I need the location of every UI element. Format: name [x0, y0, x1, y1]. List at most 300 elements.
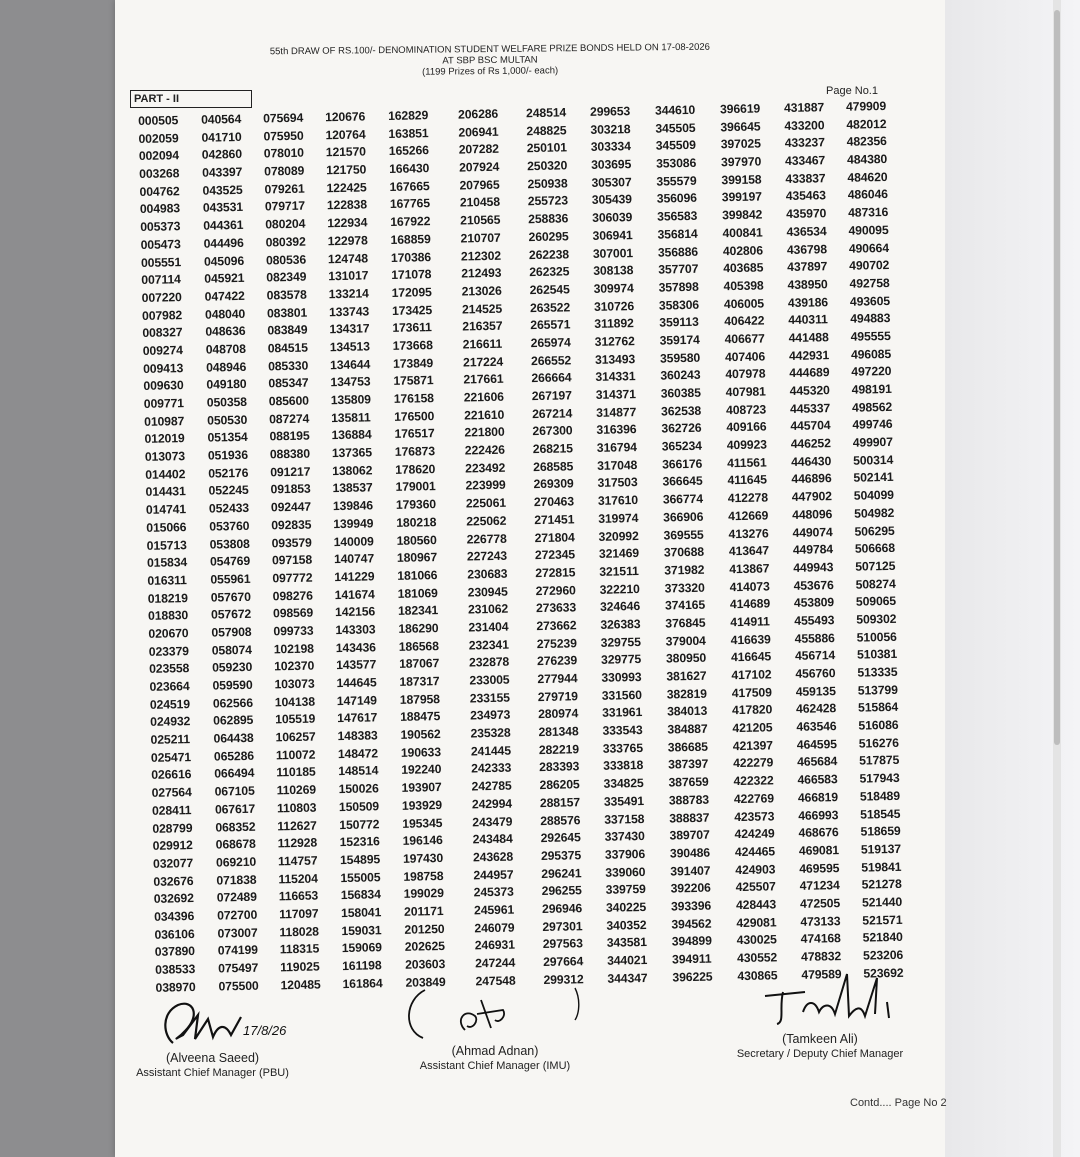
prize-bond-number: 043397 — [202, 164, 243, 180]
prize-bond-number: 009413 — [142, 360, 184, 376]
prize-bond-number: 075497 — [218, 960, 259, 976]
prize-bond-number: 181069 — [397, 585, 438, 601]
prize-bond-number: 462428 — [795, 701, 837, 717]
prize-bond-number: 112627 — [277, 818, 317, 833]
prize-bond-number: 032077 — [152, 855, 194, 871]
prize-bond-number: 057670 — [210, 589, 251, 605]
prize-bond-number: 023664 — [149, 679, 190, 694]
prize-bond-number: 225062 — [466, 513, 507, 529]
prize-bond-number: 040564 — [201, 111, 242, 127]
prize-bond-number: 479589 — [801, 966, 842, 982]
prize-bond-number: 150026 — [338, 781, 379, 797]
prize-bond-number: 087274 — [269, 411, 310, 427]
prize-bond-number: 176500 — [394, 408, 435, 424]
signatory-name: (Tamkeen Ali) — [782, 1032, 858, 1046]
prize-bond-number: 120764 — [325, 127, 366, 142]
prize-bond-number: 479909 — [845, 98, 887, 114]
prize-bond-number: 242785 — [471, 778, 512, 794]
prize-bond-number: 064438 — [213, 730, 254, 746]
prize-bond-number: 521571 — [862, 912, 903, 928]
prize-bond-number: 181066 — [397, 567, 438, 583]
prize-bond-number: 052176 — [208, 465, 249, 481]
prize-bond-number: 221606 — [463, 389, 504, 405]
prize-bond-number: 114757 — [277, 853, 318, 869]
prize-bond-number: 497220 — [851, 364, 892, 380]
prize-bond-number: 397025 — [720, 136, 761, 152]
prize-bond-number: 333543 — [602, 723, 643, 738]
prize-bond-number: 187317 — [399, 674, 440, 689]
prize-bond-number: 212302 — [460, 248, 502, 264]
prize-bond-number: 303695 — [590, 157, 632, 172]
prize-bond-number: 054769 — [209, 554, 251, 569]
prize-bond-number: 176158 — [393, 391, 435, 406]
prize-bond-number: 305439 — [591, 192, 633, 208]
prize-bond-number: 453676 — [793, 577, 834, 593]
prize-bond-number: 121570 — [325, 144, 367, 160]
prize-bond-number: 168859 — [390, 231, 431, 247]
prize-bond-number: 042860 — [201, 147, 243, 163]
prize-bond-number: 216357 — [462, 318, 503, 334]
prize-bond-number: 143436 — [335, 639, 376, 655]
prize-bond-number: 044361 — [203, 218, 244, 233]
prize-bond-number: 492758 — [849, 275, 890, 291]
prize-bond-number: 071838 — [216, 872, 257, 888]
prize-bond-number: 192240 — [401, 762, 442, 778]
prize-bond-number: 004983 — [139, 201, 181, 217]
prize-bond-number: 345505 — [655, 120, 696, 136]
prize-bond-number: 085600 — [268, 393, 310, 409]
prize-bond-number: 135811 — [331, 410, 371, 425]
prize-bond-number: 137365 — [331, 445, 373, 461]
prize-bond-number: 407981 — [725, 384, 766, 400]
prize-bond-number: 176873 — [394, 444, 436, 459]
prize-bond-number: 048946 — [205, 359, 247, 375]
prize-bond-number: 247548 — [475, 973, 516, 989]
prize-bond-number: 366176 — [662, 456, 703, 472]
signature-alveena-saeed — [123, 995, 303, 1051]
prize-bond-number: 275239 — [536, 635, 577, 651]
prize-bond-number: 478832 — [800, 949, 842, 964]
prize-bond-number: 186290 — [398, 621, 439, 636]
prize-bond-number: 269309 — [533, 476, 574, 492]
prize-bond-number: 508274 — [855, 576, 896, 592]
prize-bond-number: 344610 — [654, 102, 696, 118]
prize-bond-number: 119025 — [280, 959, 320, 975]
prize-bond-number: 173668 — [392, 338, 433, 353]
prize-bond-number: 118028 — [279, 924, 320, 939]
part-label: PART - II — [130, 90, 252, 108]
prize-bond-number: 519137 — [860, 841, 902, 857]
prize-bond-number: 248514 — [525, 105, 567, 121]
prize-bond-number: 362726 — [661, 421, 702, 436]
prize-bond-number: 057908 — [211, 624, 252, 640]
prize-bond-number: 360385 — [660, 385, 701, 401]
prize-bond-number: 433237 — [784, 135, 825, 151]
prize-bond-number: 373320 — [664, 580, 705, 596]
prize-bond-number: 136884 — [331, 427, 372, 443]
prize-bond-number: 384887 — [667, 721, 708, 737]
scrollbar-thumb[interactable] — [1054, 10, 1060, 745]
prize-bond-number: 356886 — [657, 244, 699, 260]
prize-bond-number: 075950 — [263, 128, 304, 144]
prize-bond-number: 187958 — [399, 691, 441, 707]
prize-bond-number: 334825 — [603, 776, 644, 791]
prize-bond-number: 262545 — [529, 282, 570, 298]
prize-bond-number: 065286 — [213, 748, 255, 764]
prize-bond-number: 495555 — [850, 328, 891, 344]
prize-bond-number: 472505 — [799, 896, 841, 911]
prize-bond-number: 020670 — [148, 626, 189, 641]
prize-bond-number: 267197 — [531, 388, 572, 404]
prize-bond-number: 417102 — [731, 667, 772, 683]
prize-bond-number: 049180 — [206, 377, 247, 392]
prize-bond-number: 233155 — [469, 690, 511, 706]
prize-bond-number: 288576 — [540, 812, 581, 828]
prize-bond-number: 407406 — [724, 349, 766, 364]
prize-bond-number: 356096 — [656, 191, 698, 207]
prize-bond-number: 283393 — [539, 759, 580, 775]
prize-bond-number: 414911 — [730, 614, 770, 630]
prize-bond-number: 421205 — [732, 720, 773, 736]
prize-bond-number: 175871 — [393, 373, 434, 389]
prize-bond-number: 037890 — [154, 944, 196, 960]
prize-bond-number: 134644 — [329, 357, 371, 372]
prize-bond-number: 358306 — [658, 297, 700, 313]
prize-bond-number: 394911 — [671, 951, 712, 967]
prize-bond-number: 148383 — [337, 728, 378, 744]
prize-bond-number: 453809 — [793, 595, 835, 611]
prize-bond-number: 370688 — [663, 544, 705, 560]
prize-bond-number: 316396 — [596, 422, 637, 438]
prize-bond-number: 431887 — [783, 100, 825, 116]
prize-bond-number: 005473 — [140, 236, 181, 252]
prize-bond-number: 005373 — [140, 219, 181, 235]
prize-bond-number: 139949 — [333, 516, 374, 531]
prize-bond-number: 329755 — [600, 634, 641, 650]
prize-bond-number: 429081 — [736, 914, 777, 930]
prize-bond-number: 515864 — [857, 700, 899, 716]
prize-bond-number: 195345 — [402, 815, 443, 831]
prize-bond-number: 297301 — [542, 918, 583, 934]
prize-bond-number: 203603 — [405, 957, 446, 972]
prize-bond-number: 340352 — [606, 917, 647, 933]
prize-bond-number: 197430 — [402, 850, 444, 866]
prize-bond-number: 115204 — [278, 871, 318, 886]
prize-bond-number: 243484 — [472, 831, 513, 847]
prize-bond-number: 024519 — [149, 696, 191, 712]
prize-bond-number: 138062 — [332, 463, 373, 478]
prize-bond-number: 203849 — [405, 974, 446, 990]
prize-bond-number: 172095 — [391, 285, 432, 300]
prize-bond-number: 303218 — [590, 121, 631, 137]
continued-note: Contd.... Page No 2 — [850, 1097, 947, 1109]
prize-bond-number: 186568 — [398, 638, 439, 654]
prize-bond-number: 013073 — [144, 449, 186, 464]
prize-bond-number: 045096 — [203, 253, 245, 269]
prize-bond-number: 141229 — [334, 569, 375, 585]
prize-bond-number: 214525 — [461, 301, 503, 317]
prize-bond-number: 231062 — [467, 601, 509, 617]
prize-bond-number: 433200 — [784, 117, 825, 133]
prize-bond-number: 408723 — [725, 402, 767, 417]
signature-block-2 — [395, 980, 595, 1072]
page-number: Page No.1 — [826, 85, 878, 97]
prize-bond-number: 394899 — [671, 933, 712, 949]
prize-bond-number: 329775 — [600, 652, 642, 668]
prize-bond-number: 196146 — [402, 833, 443, 849]
prize-bond-number: 365234 — [661, 438, 703, 454]
prize-bond-number: 166430 — [389, 161, 430, 177]
prize-bond-number: 326383 — [600, 616, 641, 632]
prize-bond-number: 282219 — [538, 742, 580, 757]
prize-bond-number: 374165 — [664, 597, 706, 613]
prize-bond-number: 003268 — [139, 166, 180, 182]
prize-bond-number: 066494 — [214, 766, 255, 782]
prize-bond-number: 155005 — [340, 869, 381, 885]
prize-bond-number: 180560 — [396, 532, 437, 548]
prize-bond-number: 083849 — [267, 322, 308, 338]
prize-bond-number: 465684 — [797, 754, 838, 770]
prize-bond-number: 201250 — [404, 921, 445, 937]
prize-bond-number: 217224 — [462, 354, 504, 370]
prize-bond-number: 223999 — [465, 478, 506, 493]
prize-bond-number: 072700 — [216, 907, 258, 923]
prize-bond-number: 509302 — [856, 611, 897, 627]
prize-bond-number: 310726 — [593, 298, 635, 314]
prize-bond-number: 437897 — [787, 259, 828, 275]
prize-bond-number: 245373 — [473, 884, 514, 900]
prize-bond-number: 250938 — [527, 176, 568, 191]
prize-bond-number: 026616 — [151, 767, 192, 783]
prize-bond-number: 463546 — [796, 719, 837, 734]
prize-bond-number: 091853 — [270, 482, 311, 497]
prize-bond-number: 296241 — [541, 865, 582, 881]
prize-bond-number: 357898 — [658, 279, 699, 295]
prize-bond-number: 048636 — [205, 324, 246, 339]
prize-bond-number: 464595 — [796, 736, 838, 752]
prize-bond-number: 025211 — [150, 732, 191, 747]
prize-bond-number: 386685 — [667, 739, 709, 755]
prize-bond-number: 210707 — [460, 230, 501, 246]
prize-bond-number: 402806 — [722, 242, 764, 258]
signatory-designation: Assistant Chief Manager (PBU) — [136, 1067, 289, 1079]
prize-bond-number: 447902 — [791, 489, 833, 505]
prize-bond-number: 044496 — [203, 235, 244, 251]
prize-bond-number: 272815 — [535, 565, 576, 580]
prize-bond-number: 014431 — [145, 484, 186, 500]
prize-bond-number: 018830 — [147, 608, 189, 624]
prize-bond-number: 271451 — [534, 512, 575, 527]
prize-bond-number: 359580 — [659, 350, 701, 366]
prize-bond-number: 353086 — [655, 155, 697, 171]
prize-bond-number: 265974 — [530, 335, 571, 351]
prize-bond-number: 072489 — [216, 890, 257, 905]
prize-bond-number: 025471 — [150, 749, 192, 765]
prize-bond-number: 167922 — [390, 214, 431, 230]
prize-bond-number: 231404 — [468, 619, 509, 635]
title-line-3: (1199 Prizes of Rs 1,000/- each) — [422, 65, 559, 78]
prize-bond-number: 518545 — [860, 806, 901, 822]
prize-bond-number: 504099 — [853, 488, 895, 503]
prize-bond-number: 139846 — [332, 498, 374, 514]
prize-bond-number: 133743 — [328, 303, 370, 319]
prize-bond-number: 187067 — [398, 656, 440, 672]
prize-bond-number: 366774 — [662, 491, 704, 507]
prize-bond-number: 010987 — [144, 413, 185, 429]
prize-bond-number: 455886 — [794, 630, 835, 646]
prize-bond-number: 305307 — [591, 174, 632, 190]
prize-bond-number: 092447 — [270, 499, 312, 515]
prize-bond-number: 009630 — [143, 378, 184, 394]
prize-bond-number: 277944 — [537, 671, 578, 687]
prize-bond-number: 299312 — [543, 971, 584, 987]
prize-bond-number: 265571 — [530, 317, 571, 333]
prize-bond-number: 271804 — [534, 529, 575, 545]
prize-bond-number: 241445 — [470, 743, 512, 759]
prize-bond-number: 073007 — [217, 925, 258, 941]
signature-tamkeen-ali — [715, 960, 925, 1032]
prize-bond-number: 092835 — [271, 517, 312, 533]
prize-bond-number: 449943 — [793, 560, 834, 575]
prize-bond-number: 281348 — [538, 724, 579, 740]
prize-bond-number: 084515 — [267, 340, 308, 356]
prize-bond-number: 078010 — [263, 146, 305, 161]
prize-bond-number: 134317 — [329, 321, 370, 337]
prize-bond-number: 517875 — [859, 753, 900, 769]
prize-bond-number: 232341 — [468, 637, 509, 653]
prize-bond-number: 331560 — [601, 687, 642, 703]
prize-bond-number: 173425 — [391, 302, 433, 318]
prize-bond-number: 396225 — [672, 969, 713, 985]
prize-bond-number: 068352 — [215, 819, 256, 835]
prize-bond-number: 430865 — [737, 968, 778, 983]
prize-bond-number: 396645 — [720, 119, 761, 135]
prize-bond-number: 445320 — [789, 383, 830, 398]
prize-bond-number: 496085 — [850, 346, 892, 362]
prize-bond-number: 206286 — [457, 106, 499, 122]
prize-bond-number: 379004 — [665, 633, 706, 649]
prize-bond-number: 190633 — [400, 744, 442, 760]
prize-bond-number: 141674 — [334, 586, 375, 602]
prize-bond-number: 245961 — [473, 902, 515, 918]
prize-bond-number: 406422 — [724, 313, 765, 329]
document-title — [215, 41, 765, 80]
prize-bond-number: 493605 — [849, 293, 891, 309]
prize-bond-number: 473133 — [800, 913, 841, 929]
prize-bond-number: 396619 — [719, 101, 761, 117]
prize-bond-number: 120485 — [280, 977, 321, 993]
prize-bond-number: 390486 — [669, 845, 711, 861]
prize-bond-number: 193929 — [401, 797, 443, 813]
prize-bond-number: 106257 — [275, 729, 316, 745]
prize-bond-number: 002094 — [138, 148, 180, 164]
signatory-name: (Ahmad Adnan) — [451, 1044, 539, 1058]
prize-bond-number: 043525 — [202, 182, 243, 198]
prize-bond-number: 098276 — [272, 588, 313, 603]
prize-bond-number: 176517 — [394, 426, 435, 442]
prize-bond-number: 188475 — [400, 709, 441, 725]
prize-bond-number: 519841 — [861, 859, 902, 875]
prize-bond-number: 079717 — [264, 199, 306, 214]
prize-bond-number: 067105 — [214, 783, 255, 799]
prize-bond-number: 015834 — [146, 555, 188, 571]
prize-bond-number: 297664 — [542, 954, 584, 970]
prize-bond-number: 411561 — [727, 455, 767, 470]
prize-bond-number: 523206 — [862, 947, 904, 963]
prize-bond-number: 055961 — [210, 571, 251, 587]
prize-bond-number: 359174 — [659, 332, 700, 348]
prize-bond-number: 147149 — [336, 693, 378, 708]
prize-bond-number: 268215 — [532, 441, 574, 457]
prize-bond-number: 014741 — [145, 502, 187, 518]
prize-bond-number: 471234 — [799, 878, 840, 894]
prize-bond-number: 024932 — [150, 714, 191, 730]
prize-bond-number: 273662 — [536, 618, 577, 634]
prize-bond-number: 366645 — [662, 474, 703, 489]
prize-bond-number: 299653 — [589, 104, 631, 119]
prize-bond-number: 425507 — [735, 879, 776, 895]
prize-bond-number: 057672 — [210, 607, 252, 622]
prize-bond-number: 445337 — [789, 400, 831, 416]
prize-bond-number: 499907 — [852, 434, 893, 450]
prize-bond-number: 270463 — [533, 494, 575, 510]
prize-bond-number: 387659 — [668, 774, 709, 790]
prize-bond-number: 133214 — [328, 286, 369, 302]
prize-bond-number: 161864 — [342, 975, 383, 991]
signature-date-note: 17/8/26 — [242, 1023, 286, 1038]
prize-bond-number: 330993 — [601, 670, 642, 685]
prize-bond-number: 029912 — [152, 838, 193, 854]
prize-bond-number: 122425 — [326, 180, 367, 195]
prize-bond-number: 516086 — [858, 717, 899, 733]
prize-bond-number: 498191 — [851, 381, 892, 397]
prize-bond-number: 280974 — [538, 706, 579, 722]
prize-bond-number: 421397 — [732, 738, 774, 753]
prize-bond-number: 306039 — [592, 210, 633, 226]
prize-bond-number: 122838 — [326, 197, 368, 213]
prize-bond-number: 409166 — [726, 419, 767, 435]
prize-bond-number: 335491 — [603, 793, 645, 809]
prize-bond-number: 250101 — [526, 140, 568, 156]
prize-bond-number: 052245 — [208, 483, 249, 499]
signature-block-3 — [715, 960, 925, 1060]
prize-bond-number: 085330 — [267, 358, 309, 374]
prize-bond-number: 272960 — [535, 582, 576, 598]
prize-bond-number: 171078 — [391, 267, 432, 283]
prize-bond-number: 170386 — [390, 249, 432, 265]
prize-bond-number: 074199 — [217, 943, 259, 958]
prize-bond-number: 250320 — [527, 158, 568, 174]
prize-bond-number: 337430 — [604, 829, 645, 844]
prize-bond-number: 422322 — [733, 773, 774, 789]
prize-bond-number: 266552 — [530, 352, 572, 368]
prize-bond-number: 248825 — [526, 123, 567, 138]
prize-bond-number: 258836 — [528, 211, 569, 227]
prize-bond-number: 150509 — [338, 799, 380, 814]
prize-bond-number: 466819 — [797, 789, 839, 805]
prize-bond-number: 314877 — [595, 404, 637, 420]
prize-bond-number: 173611 — [392, 320, 432, 336]
prize-bond-number: 230945 — [467, 584, 508, 600]
prize-bond-number: 190562 — [400, 727, 441, 742]
prize-bond-number: 333765 — [602, 740, 644, 756]
prize-bond-number: 446430 — [790, 453, 832, 469]
prize-bond-number: 052433 — [208, 500, 250, 516]
prize-bond-number: 417820 — [731, 702, 773, 718]
prize-bond-number: 506668 — [854, 541, 896, 556]
prize-bond-number: 360243 — [660, 368, 701, 383]
prize-bond-number: 180967 — [396, 550, 438, 566]
